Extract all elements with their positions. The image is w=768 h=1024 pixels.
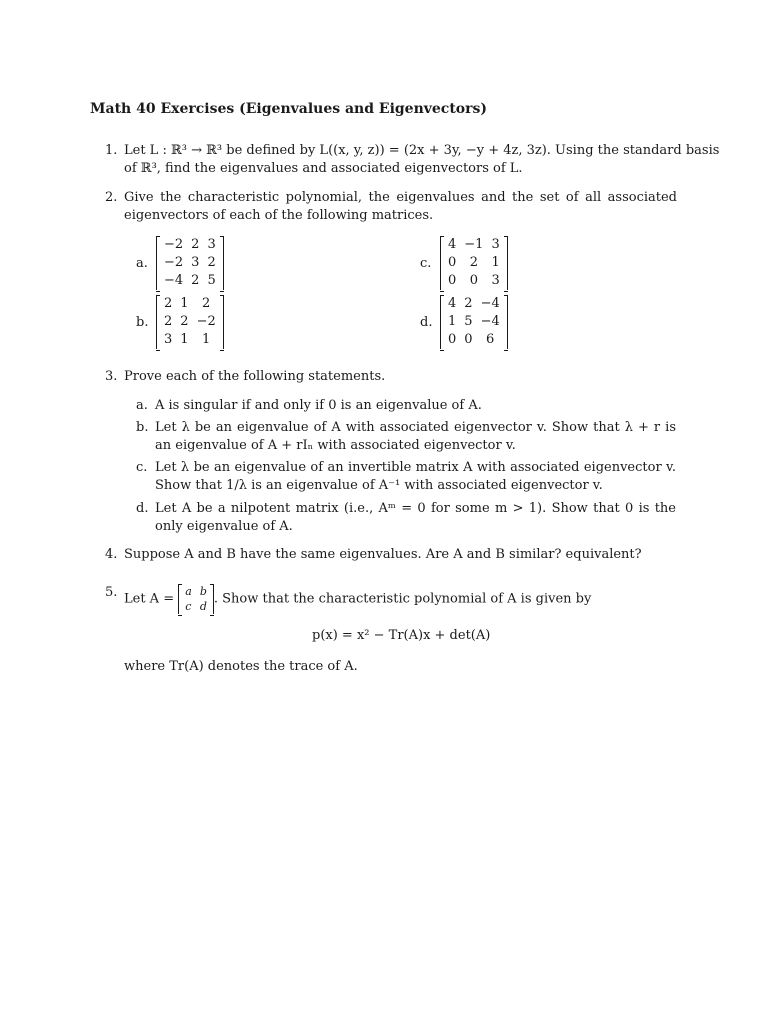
matrix-c [440,236,508,290]
matrix-label: b. [136,315,149,330]
matrix-cell: 5 [464,314,473,329]
problem-5-note [105,658,677,676]
problem-number: 4. [105,547,118,562]
matrix-cell: 0 [448,273,457,288]
matrix-cell: d [199,600,207,613]
matrix-cell: −4 [164,273,184,288]
problem-3d [136,500,676,536]
matrix-cell: 0 [448,332,457,347]
matrix-cell: 4 [448,296,457,311]
matrix-cell: 1 [448,314,457,329]
matrix-cell: 0 [469,273,478,288]
matrix-cell: 3 [491,273,500,288]
problem-3c [136,459,676,495]
matrix-label: c. [420,256,432,271]
part-text: Let λ be an eigenvalue of A with associated eigenvector v. Show that λ + r is an eigenvalue of A + rIₙ with associated eigenvector v. [155,420,676,453]
matrix-2x2 [178,584,214,614]
part-label: c. [136,460,148,475]
part-text: Let A be a nilpotent matrix (i.e., Aᵐ = 0 for some m > 1). Show that 0 is the only eigenvalue of A. [155,501,676,534]
matrix-label: d. [420,315,433,330]
problem-4 [105,546,677,564]
matrix-cell: −4 [480,314,500,329]
problem-number: 3. [105,369,118,384]
matrix-cell: 3 [164,332,173,347]
matrix-cell: 2 [202,296,211,311]
matrix-cell: 2 [469,255,478,270]
matrix-cell: a [185,585,192,598]
matrix-cell: 1 [202,332,211,347]
part-text: Let λ be an eigenvalue of an invertible matrix A with associated eigenvector v. Show that 1/λ is an eigenvalue of A⁻¹ with associated eigenvector v. [155,460,676,493]
problem-5 [105,584,677,614]
matrix-cell: 2 [164,296,173,311]
problem-2-text: Give the characteristic polynomial, the eigenvalues and the set of all associated eigenvectors of each of the following matrices. [124,190,677,223]
page-title: Math 40 Exercises (Eigenvalues and Eigenvectors) [90,101,488,117]
matrix-d [440,295,508,349]
matrix-cell: 3 [491,237,500,252]
matrix-cell: 1 [180,296,189,311]
matrix-b [156,295,224,349]
problem-3-text: Prove each of the following statements. [124,369,386,384]
matrix-cell: −4 [480,296,500,311]
matrix-cell: −2 [196,314,216,329]
problem-number: 1. [105,143,118,158]
matrix-cell: 6 [486,332,495,347]
problem-5-note-text: where Tr(A) denotes the trace of A. [124,659,358,674]
problem-4-text: Suppose A and B have the same eigenvalues. Are A and B similar? equivalent? [124,547,642,562]
part-label: d. [136,501,149,516]
problem-1-line-2: of ℝ³, find the eigenvalues and associated eigenvectors of L. [124,161,523,176]
problem-1 [105,142,720,178]
part-text: A is singular if and only if 0 is an eigenvalue of A. [155,398,482,413]
problem-5-suffix: . Show that the characteristic polynomial of A is given by [213,591,592,607]
matrix-cell: 2 [464,296,473,311]
characteristic-polynomial-formula: p(x) = x² − Tr(A)x + det(A) [312,628,491,643]
matrix-cell: 3 [207,237,216,252]
problem-3 [105,368,677,386]
matrix-cell: 0 [448,255,457,270]
problem-5-prefix: Let A = [124,591,175,607]
matrix-cell: 2 [191,273,200,288]
problem-3a [136,397,676,415]
problem-2 [105,189,677,225]
matrix-cell: 4 [448,237,457,252]
matrix-cell: 3 [191,255,200,270]
problem-3b [136,419,676,455]
matrix-a [156,236,224,290]
matrix-cell: 5 [207,273,216,288]
problem-number: 2. [105,190,118,205]
matrix-cell: 1 [180,332,189,347]
matrix-cell: 2 [207,255,216,270]
matrix-cell: 2 [191,237,200,252]
matrix-cell: c [185,600,192,613]
problem-1-line-1: Let L : ℝ³ → ℝ³ be defined by L((x, y, z)) = (2x + 3y, −y + 4z, 3z). Using the standard basis [124,143,720,158]
matrix-cell: 2 [164,314,173,329]
problem-number: 5. [105,585,118,600]
matrix-cell: 2 [180,314,189,329]
matrix-cell: b [199,585,207,598]
matrix-cell: −1 [464,237,484,252]
matrix-cell: −2 [164,255,184,270]
part-label: b. [136,420,149,435]
matrix-cell: 1 [491,255,500,270]
matrix-cell: 0 [464,332,473,347]
part-label: a. [136,398,148,413]
matrix-label: a. [136,256,148,271]
matrix-cell: −2 [164,237,184,252]
